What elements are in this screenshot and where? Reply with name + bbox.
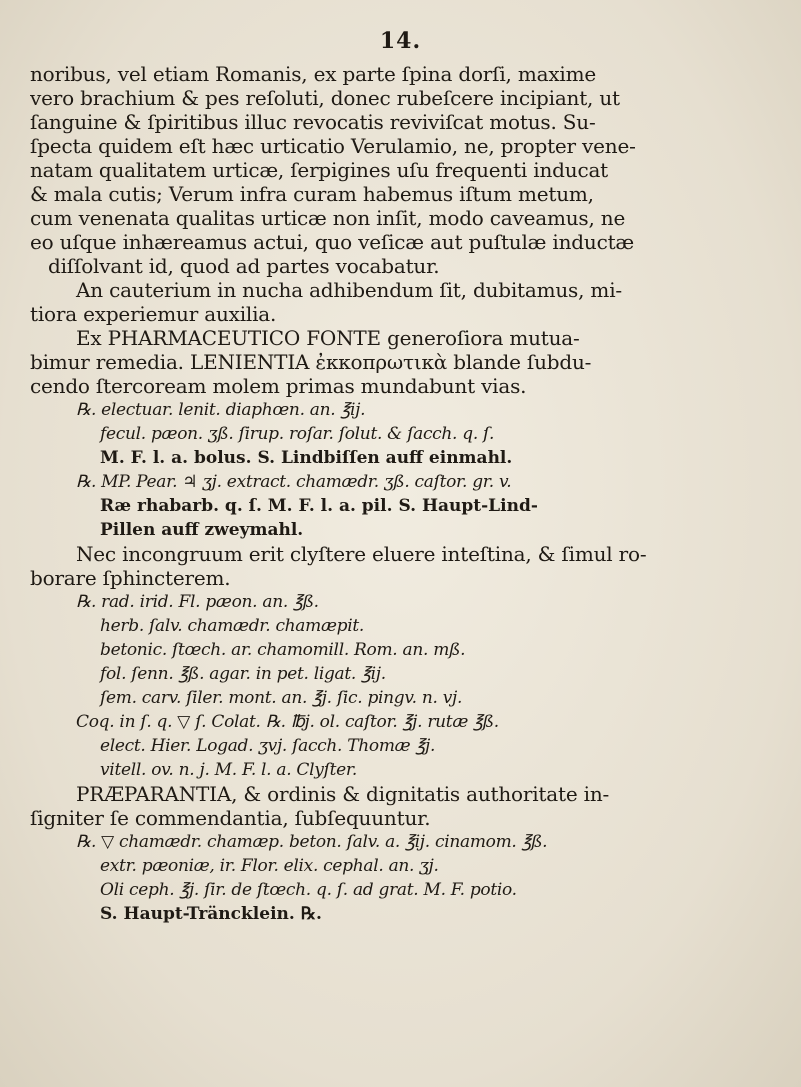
text-line: betonic. ſtœch. ar. chamomill. Rom. an. mß. [100, 640, 466, 660]
text-line: vitell. ov. n. j. M. F. l. a. Clyſter. [100, 760, 357, 780]
text-line: S. Haupt-Träncklein. ℞. [100, 904, 322, 924]
text-line: ℞. rad. irid. Fl. pæon. an. ℥ß. [76, 592, 319, 612]
text-line: cum venenata qualitas urticæ non inſit, modo caveamus, ne [30, 206, 626, 230]
text-line: M. F. l. a. bolus. S. Lindbiſſen auff einmahl. [100, 448, 513, 468]
text-block [30, 62, 770, 926]
text-line: cendo ſtercoream molem primas mundabunt vias. [30, 374, 527, 398]
text-line: tiora experiemur auxilia. [30, 302, 277, 326]
text-line: Nec incongruum erit clyſtere eluere inteſtina, & ſimul ro- [76, 542, 647, 566]
text-line: ſpecta quidem eſt hæc urticatio Verulamio, ne, propter vene- [30, 134, 636, 158]
text-line: Oli ceph. ℥j. ſir. de ſtœch. q. ſ. ad grat. M. F. potio. [100, 880, 517, 900]
text-line: extr. pæoniæ, ir. Flor. elix. cephal. an. ʒj. [100, 856, 439, 876]
text-line: & mala cutis; Verum infra curam habemus iſtum metum, [30, 182, 594, 206]
text-line: ℞. electuar. lenit. diaphœn. an. ℥ij. [76, 400, 366, 420]
text-line: eo uſque inhæreamus actui, quo veſicæ aut puſtulæ inductæ [30, 230, 635, 254]
text-line: PRÆPARANTIA, & ordinis & dignitatis authoritate in- [76, 782, 610, 806]
text-line: Coq. in ſ. q. ▽ ſ. Colat. ℞. ℔j. ol. caſtor. ℥j. rutæ ℥ß. [76, 712, 499, 732]
text-line: elect. Hier. Logad. ʒvj. ſacch. Thomæ ℥j. [100, 736, 436, 756]
text-line: ℞. ▽ chamædr. chamæp. beton. ſalv. a. ℥ij. cinamom. ℥ß. [76, 832, 548, 852]
text-line: bimur remedia. LENIENTIA ἐκκοπρωτικὰ blande ſubdu- [30, 350, 592, 374]
text-line: ℞. MP. Pear. ♃ ʒj. extract. chamædr. ʒß. caſtor. gr. v. [76, 472, 512, 492]
text-line: Pillen auff zweymahl. [100, 520, 304, 540]
text-line: herb. ſalv. chamædr. chamæpit. [100, 616, 364, 636]
text-line: Ex PHARMACEUTICO FONTE generoſiora mutua- [76, 326, 580, 350]
text-line: fol. ſenn. ℥ß. agar. in pet. ligat. ℥ij. [100, 664, 386, 684]
text-line: Ræ rhabarb. q. ſ. M. F. l. a. pil. S. Haupt-Lind- [100, 496, 538, 516]
text-line: An cauterium in nucha adhibendum ſit, dubitamus, mi- [76, 278, 622, 302]
text-line: borare ſphincterem. [30, 566, 231, 590]
text-line: diſſolvant id, quod ad partes vocabatur. [48, 254, 440, 278]
text-line: vero brachium & pes reſoluti, donec rubeſcere incipiant, ut [30, 86, 620, 110]
text-line: ſem. carv. ſiler. mont. an. ℥j. ſic. pingv. n. vj. [100, 688, 463, 708]
text-line: natam qualitatem urticæ, ſerpigines uſu frequenti inducat [30, 158, 609, 182]
text-line: fecul. pæon. ʒß. ſirup. roſar. ſolut. & ſacch. q. ſ. [100, 424, 495, 444]
text-line: ſanguine & ſpiritibus illuc revocatis reviviſcat motus. Su- [30, 110, 596, 134]
text-line: ſigniter ſe commendantia, ſubſequuntur. [30, 806, 431, 830]
page-number: 14. [379, 28, 422, 54]
text-line: noribus, vel etiam Romanis, ex parte ſpina dorſi, maxime [30, 62, 597, 86]
